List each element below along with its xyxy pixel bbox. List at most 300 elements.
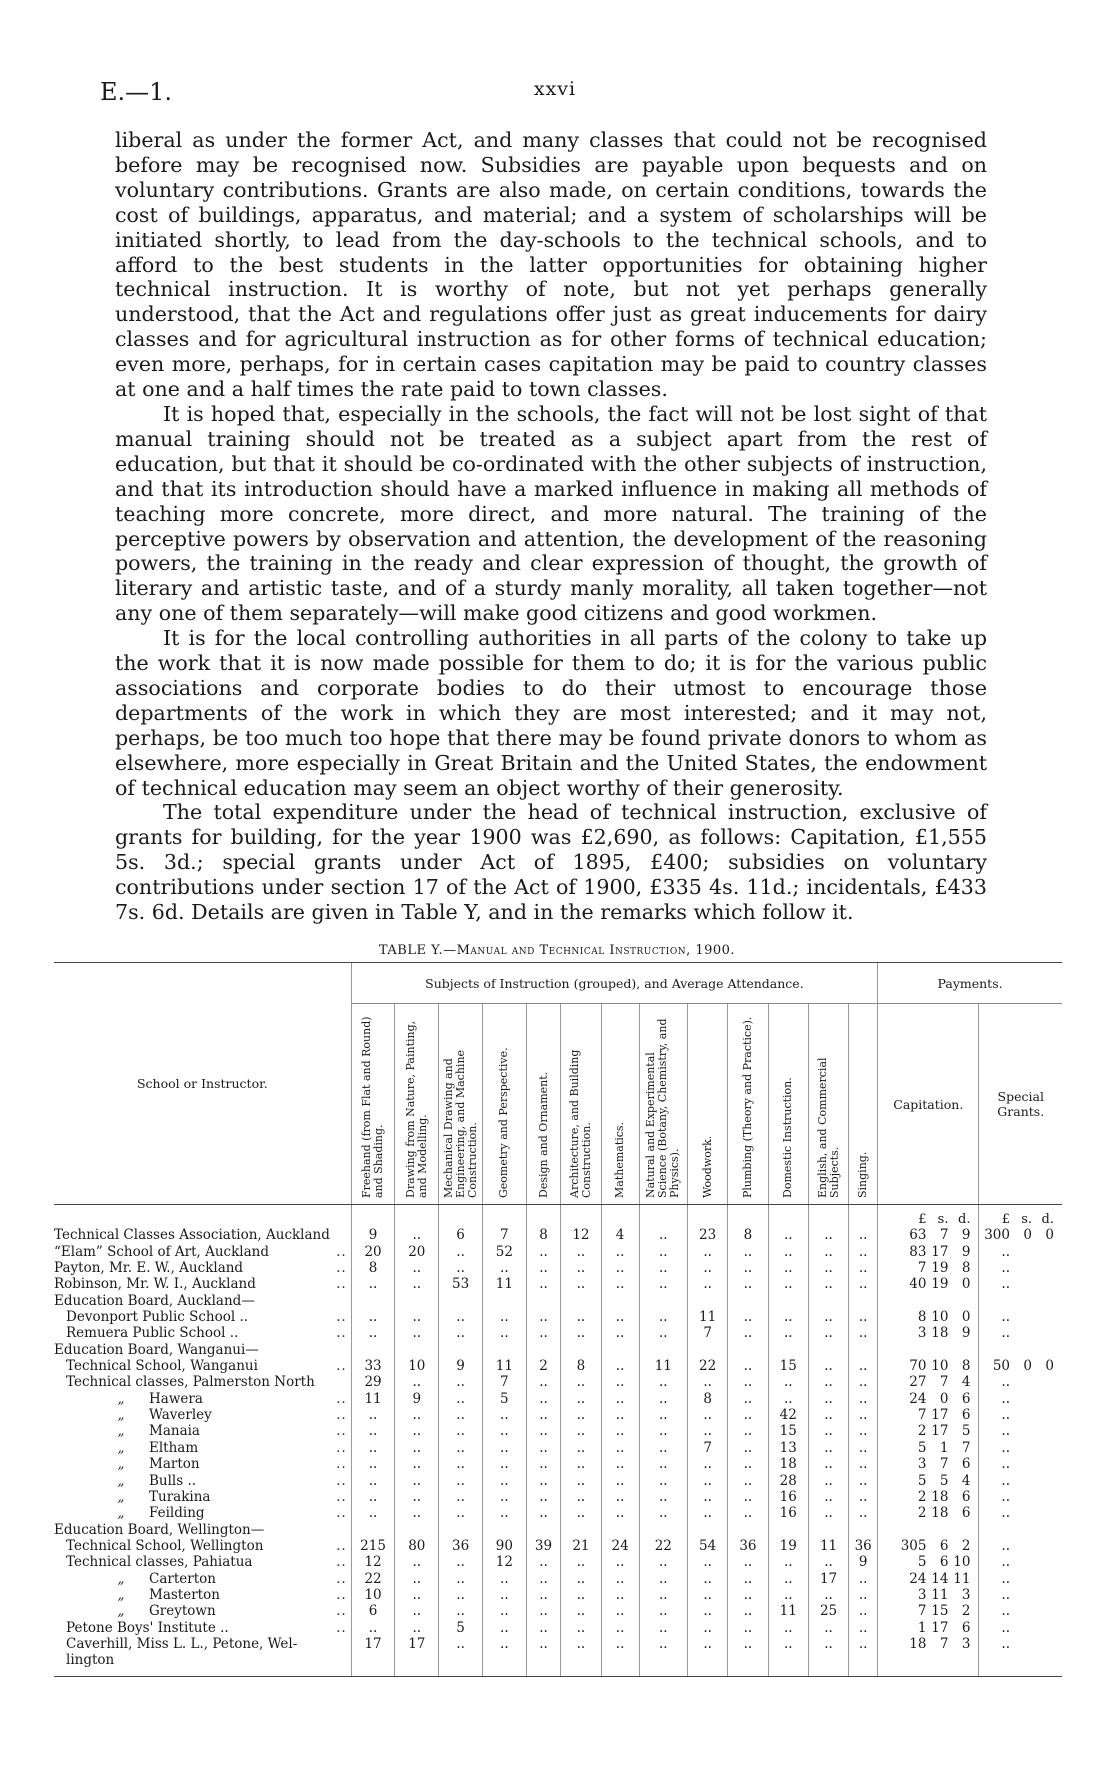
attendance-cell: [351, 1521, 395, 1537]
payments-header: Payments.: [878, 963, 1062, 1004]
money-part: 9: [961, 1243, 971, 1260]
attendance-cell: [561, 1521, 601, 1537]
attendance-cell: 20: [351, 1243, 395, 1259]
unit-shilling: s.: [937, 1212, 949, 1227]
capitation-cell: [878, 1439, 979, 1455]
row-name-text: Marton: [149, 1456, 200, 1473]
attendance-cell: ..: [439, 1260, 483, 1276]
attendance-cell: 90: [482, 1538, 526, 1554]
leader-dots: ..: [336, 1537, 347, 1554]
attendance-cell: ..: [639, 1227, 687, 1243]
money-part: 5: [917, 1472, 927, 1489]
money-part: 27: [909, 1374, 927, 1391]
row-name-text: Caverhill, Miss L. L., Petone, Wel-: [66, 1635, 298, 1652]
attendance-cell: 4: [601, 1227, 639, 1243]
attendance-cell: ..: [687, 1407, 727, 1423]
attendance-cell: ..: [561, 1619, 601, 1635]
attendance-cell: ..: [351, 1472, 395, 1488]
attendance-cell: ..: [561, 1554, 601, 1570]
row-name-text: Masterton: [149, 1586, 220, 1603]
row-name: [54, 1243, 351, 1259]
attendance-cell: ..: [687, 1276, 727, 1292]
money-part: 7: [917, 1603, 927, 1620]
attendance-cell: ..: [439, 1374, 483, 1390]
table-row: [54, 1374, 1062, 1390]
row-name-text: Eltham: [149, 1439, 199, 1456]
attendance-cell: 11: [687, 1309, 727, 1325]
attendance-cell: ..: [849, 1276, 878, 1292]
paragraph: liberal as under the former Act, and many classes that could not be recognised before may be recognised now. Subsidies are payable upon bequests and on voluntary contributions. Grants are also made, on certain conditions, towards the cost of buildings, apparatus, and material; and a system of scholarships will be initiated shortly, to lead from the day-schools to the technical schools, and to afford to the best students in the latter opportunities for obtaining higher technical instruction. It is worthy of note, but not yet perhaps generally understood, that the Act and regulations offer just as great inducements for dairy classes and for agricultural instruction as for other forms of technical education; even more, perhaps, for in certain cases capitation may be paid to country classes at one and a half times the rate paid to town classes.: [115, 128, 987, 402]
attendance-cell: 9: [351, 1227, 395, 1243]
row-name-text: Greytown: [149, 1603, 216, 1620]
attendance-cell: ..: [439, 1472, 483, 1488]
special-grant-cell: [979, 1456, 1062, 1472]
attendance-cell: ..: [395, 1439, 439, 1455]
subject-column-header: [728, 1004, 768, 1205]
attendance-cell: ..: [849, 1423, 878, 1439]
attendance-cell: 21: [561, 1538, 601, 1554]
attendance-cell: ..: [601, 1260, 639, 1276]
ditto-mark: „: [117, 1488, 125, 1505]
attendance-cell: ..: [601, 1505, 639, 1521]
attendance-cell: ..: [526, 1570, 561, 1586]
subject-label: Natural and Experimental Science (Botany, Chemistry, and Physics).: [644, 1018, 682, 1198]
attendance-cell: ..: [808, 1309, 848, 1325]
attendance-cell: ..: [526, 1603, 561, 1619]
attendance-cell: 17: [395, 1636, 439, 1652]
table-title: [0, 943, 1114, 958]
leader-dots: ..: [336, 1325, 347, 1342]
attendance-cell: ..: [526, 1439, 561, 1455]
row-name-text: lington: [66, 1652, 115, 1669]
attendance-cell: ..: [601, 1374, 639, 1390]
attendance-cell: ..: [728, 1472, 768, 1488]
attendance-cell: 18: [768, 1456, 808, 1472]
table-row: [54, 1489, 1062, 1505]
money-part: 7: [939, 1227, 949, 1244]
attendance-cell: ..: [561, 1472, 601, 1488]
money-part: 0: [961, 1309, 971, 1326]
attendance-cell: 20: [395, 1243, 439, 1259]
special-grant-cell: [979, 1554, 1062, 1570]
leader-dots: ..: [336, 1439, 347, 1456]
attendance-cell: ..: [849, 1603, 878, 1619]
attendance-cell: ..: [849, 1636, 878, 1652]
special-grant-cell: [979, 1570, 1062, 1586]
attendance-cell: [728, 1652, 768, 1668]
money-part: 8: [961, 1358, 971, 1375]
attendance-cell: ..: [526, 1554, 561, 1570]
attendance-cell: ..: [849, 1587, 878, 1603]
attendance-cell: ..: [561, 1260, 601, 1276]
attendance-cell: ..: [768, 1325, 808, 1341]
attendance-cell: ..: [601, 1619, 639, 1635]
attendance-cell: ..: [439, 1407, 483, 1423]
row-name-text: “Elam” School of Art, Auckland: [54, 1243, 269, 1260]
attendance-cell: 11: [639, 1358, 687, 1374]
row-name: [54, 1358, 351, 1374]
attendance-cell: [526, 1652, 561, 1668]
attendance-cell: ..: [351, 1407, 395, 1423]
attendance-cell: ..: [482, 1636, 526, 1652]
money-part: 7: [939, 1456, 949, 1473]
attendance-cell: [395, 1652, 439, 1668]
attendance-cell: ..: [561, 1456, 601, 1472]
row-name-text: Carterton: [149, 1570, 216, 1587]
attendance-cell: ..: [601, 1456, 639, 1472]
attendance-cell: 9: [439, 1358, 483, 1374]
attendance-cell: ..: [639, 1489, 687, 1505]
attendance-cell: 36: [728, 1538, 768, 1554]
attendance-cell: ..: [482, 1489, 526, 1505]
row-name-text: Manaia: [149, 1423, 200, 1440]
special-grant-cell: [979, 1489, 1062, 1505]
leader-dots: ..: [336, 1505, 347, 1522]
table-row: [54, 1341, 1062, 1357]
table-row: [54, 1538, 1062, 1554]
attendance-cell: ..: [728, 1603, 768, 1619]
attendance-cell: ..: [639, 1554, 687, 1570]
subject-column-header: [849, 1004, 878, 1205]
capitation-cell: [878, 1456, 979, 1472]
money-part: 10: [931, 1309, 949, 1326]
money-part: ..: [1001, 1488, 1010, 1505]
attendance-cell: ..: [601, 1570, 639, 1586]
leader-dots: ..: [336, 1276, 347, 1293]
capitation-units: [878, 1205, 979, 1228]
attendance-cell: ..: [639, 1439, 687, 1455]
row-name: [54, 1456, 351, 1472]
table-bottom-rule: [54, 1668, 1062, 1677]
row-name: [54, 1309, 351, 1325]
money-part: 1: [939, 1439, 949, 1456]
attendance-cell: [395, 1341, 439, 1357]
capitation-cell: [878, 1636, 979, 1652]
table-row: [54, 1423, 1062, 1439]
attendance-cell: ..: [561, 1309, 601, 1325]
attendance-cell: ..: [768, 1227, 808, 1243]
attendance-cell: 24: [601, 1538, 639, 1554]
money-part: 6: [961, 1407, 971, 1424]
money-part: 0: [1023, 1227, 1032, 1244]
row-name-text: Robinson, Mr. W. I., Auckland: [54, 1276, 256, 1293]
row-name: [54, 1341, 351, 1357]
attendance-cell: ..: [395, 1227, 439, 1243]
attendance-cell: ..: [395, 1456, 439, 1472]
capitation-cell: [878, 1374, 979, 1390]
attendance-cell: ..: [639, 1423, 687, 1439]
attendance-cell: [639, 1521, 687, 1537]
money-part: ..: [1001, 1537, 1010, 1554]
row-name-text: Waverley: [149, 1407, 212, 1424]
money-part: 9: [961, 1227, 971, 1244]
subject-column-header: [351, 1004, 395, 1205]
leader-dots: ..: [336, 1586, 347, 1603]
attendance-cell: 80: [395, 1538, 439, 1554]
attendance-cell: ..: [561, 1603, 601, 1619]
special-grant-cell: [979, 1276, 1062, 1292]
attendance-cell: ..: [526, 1619, 561, 1635]
attendance-cell: ..: [526, 1636, 561, 1652]
money-part: 0: [961, 1276, 971, 1293]
attendance-cell: ..: [687, 1587, 727, 1603]
table-row: [54, 1407, 1062, 1423]
money-part: 17: [931, 1423, 949, 1440]
attendance-cell: ..: [526, 1390, 561, 1406]
money-part: 17: [931, 1407, 949, 1424]
attendance-cell: ..: [601, 1390, 639, 1406]
money-part: 2: [961, 1603, 971, 1620]
attendance-cell: [601, 1652, 639, 1668]
money-part: 11: [931, 1586, 949, 1603]
capitation-cell: [878, 1325, 979, 1341]
attendance-cell: [439, 1292, 483, 1308]
units-row: [54, 1205, 1062, 1228]
attendance-cell: ..: [768, 1260, 808, 1276]
attendance-cell: ..: [728, 1489, 768, 1505]
attendance-cell: [601, 1292, 639, 1308]
subject-label: Design and Ornament.: [536, 1071, 550, 1198]
row-name: [54, 1489, 351, 1505]
attendance-cell: ..: [808, 1554, 848, 1570]
attendance-cell: ..: [808, 1358, 848, 1374]
attendance-cell: ..: [728, 1619, 768, 1635]
attendance-cell: ..: [808, 1636, 848, 1652]
money-part: 14: [931, 1570, 949, 1587]
attendance-cell: ..: [601, 1489, 639, 1505]
special-grant-cell: [979, 1538, 1062, 1554]
attendance-cell: ..: [482, 1456, 526, 1472]
subject-label: Domestic Instruction.: [781, 1077, 795, 1198]
subject-label: Architecture, and Building Construction.: [567, 1049, 593, 1198]
attendance-cell: ..: [687, 1554, 727, 1570]
attendance-cell: ..: [768, 1374, 808, 1390]
subject-column-header: [687, 1004, 727, 1205]
attendance-cell: ..: [561, 1325, 601, 1341]
row-name-text: Payton, Mr. E. W., Auckland: [54, 1260, 244, 1277]
attendance-cell: ..: [728, 1374, 768, 1390]
attendance-cell: ..: [351, 1505, 395, 1521]
attendance-cell: 8: [351, 1260, 395, 1276]
attendance-cell: ..: [601, 1587, 639, 1603]
attendance-cell: ..: [395, 1374, 439, 1390]
attendance-cell: [601, 1341, 639, 1357]
money-part: 6: [961, 1488, 971, 1505]
attendance-cell: 11: [482, 1276, 526, 1292]
special-grant-cell: [979, 1227, 1062, 1243]
subject-label: Drawing from Nature, Painting, and Modelling.: [403, 1020, 429, 1198]
attendance-cell: ..: [601, 1472, 639, 1488]
attendance-cell: ..: [728, 1325, 768, 1341]
row-name: [54, 1325, 351, 1341]
attendance-cell: ..: [728, 1554, 768, 1570]
attendance-cell: 39: [526, 1538, 561, 1554]
attendance-cell: ..: [639, 1472, 687, 1488]
money-part: ..: [1001, 1374, 1010, 1391]
attendance-cell: ..: [395, 1587, 439, 1603]
attendance-cell: 8: [728, 1227, 768, 1243]
row-name: [54, 1538, 351, 1554]
money-part: 24: [909, 1390, 927, 1407]
page-header: [100, 78, 1010, 108]
attendance-cell: ..: [808, 1227, 848, 1243]
ditto-mark: „: [117, 1603, 125, 1620]
attendance-cell: ..: [395, 1619, 439, 1635]
attendance-cell: 36: [849, 1538, 878, 1554]
attendance-cell: 22: [687, 1358, 727, 1374]
row-name: [54, 1587, 351, 1603]
attendance-cell: [728, 1341, 768, 1357]
special-grant-cell: [979, 1358, 1062, 1374]
attendance-cell: ..: [561, 1636, 601, 1652]
attendance-cell: [395, 1292, 439, 1308]
money-part: 305: [900, 1537, 927, 1554]
row-name-text: Education Board, Auckland—: [54, 1292, 255, 1309]
subject-column-header: [808, 1004, 848, 1205]
attendance-cell: ..: [639, 1505, 687, 1521]
money-part: 50: [992, 1358, 1010, 1375]
attendance-cell: ..: [639, 1603, 687, 1619]
attendance-cell: ..: [526, 1472, 561, 1488]
money-part: 0: [1045, 1227, 1054, 1244]
attendance-cell: ..: [526, 1489, 561, 1505]
attendance-cell: ..: [439, 1603, 483, 1619]
money-part: 18: [931, 1488, 949, 1505]
attendance-cell: [849, 1521, 878, 1537]
money-part: 63: [909, 1227, 927, 1244]
attendance-cell: 7: [482, 1374, 526, 1390]
attendance-cell: ..: [768, 1619, 808, 1635]
attendance-cell: 5: [439, 1619, 483, 1635]
attendance-cell: ..: [601, 1636, 639, 1652]
attendance-cell: [639, 1341, 687, 1357]
capitation-cell: [878, 1227, 979, 1243]
ditto-mark: „: [117, 1472, 125, 1489]
table-row: [54, 1619, 1062, 1635]
attendance-cell: 33: [351, 1358, 395, 1374]
attendance-cell: [728, 1292, 768, 1308]
attendance-cell: ..: [526, 1309, 561, 1325]
attendance-cell: 215: [351, 1538, 395, 1554]
attendance-cell: ..: [601, 1439, 639, 1455]
money-part: 6: [939, 1537, 949, 1554]
subject-label: English, and Commercial Subjects.: [815, 1057, 841, 1198]
attendance-cell: [768, 1341, 808, 1357]
attendance-cell: ..: [482, 1423, 526, 1439]
money-part: ..: [1001, 1505, 1010, 1522]
attendance-cell: ..: [482, 1325, 526, 1341]
attendance-cell: ..: [526, 1456, 561, 1472]
attendance-cell: ..: [526, 1587, 561, 1603]
attendance-cell: ..: [601, 1325, 639, 1341]
attendance-cell: 9: [395, 1390, 439, 1406]
special-units: [979, 1205, 1062, 1228]
attendance-cell: ..: [351, 1325, 395, 1341]
special-grant-cell: [979, 1309, 1062, 1325]
attendance-cell: ..: [439, 1456, 483, 1472]
attendance-cell: ..: [728, 1407, 768, 1423]
capitation-cell: [878, 1243, 979, 1259]
attendance-cell: ..: [639, 1325, 687, 1341]
attendance-cell: 12: [561, 1227, 601, 1243]
money-part: ..: [1001, 1472, 1010, 1489]
capitation-header: Capitation.: [878, 1004, 979, 1205]
body-text: [115, 128, 987, 925]
attendance-cell: ..: [561, 1587, 601, 1603]
money-part: 7: [939, 1374, 949, 1391]
attendance-cell: 6: [439, 1227, 483, 1243]
attendance-cell: [849, 1652, 878, 1668]
attendance-cell: ..: [395, 1423, 439, 1439]
attendance-cell: 6: [351, 1603, 395, 1619]
unit-pence: d.: [1041, 1212, 1054, 1227]
attendance-cell: 8: [561, 1358, 601, 1374]
money-part: 3: [917, 1325, 927, 1342]
special-grant-cell: [979, 1587, 1062, 1603]
attendance-cell: ..: [526, 1407, 561, 1423]
attendance-cell: 11: [768, 1603, 808, 1619]
table-title-main: Manual and Technical Instruction, 1900.: [456, 943, 736, 958]
attendance-cell: ..: [849, 1456, 878, 1472]
capitation-cell: [878, 1554, 979, 1570]
ditto-mark: „: [117, 1390, 125, 1407]
attendance-cell: ..: [687, 1570, 727, 1586]
attendance-cell: 13: [768, 1439, 808, 1455]
attendance-cell: [687, 1652, 727, 1668]
table-row: [54, 1505, 1062, 1521]
money-part: 7: [917, 1407, 927, 1424]
special-grant-cell: [979, 1652, 1062, 1668]
attendance-cell: ..: [439, 1423, 483, 1439]
attendance-cell: ..: [351, 1423, 395, 1439]
capitation-cell: [878, 1570, 979, 1586]
attendance-cell: ..: [526, 1276, 561, 1292]
money-part: ..: [1001, 1456, 1010, 1473]
attendance-cell: 17: [808, 1570, 848, 1586]
attendance-cell: ..: [728, 1570, 768, 1586]
attendance-cell: ..: [561, 1489, 601, 1505]
attendance-cell: ..: [561, 1390, 601, 1406]
attendance-cell: ..: [808, 1472, 848, 1488]
subject-label: Freehand (from Flat and Round) and Shading.: [360, 1016, 386, 1198]
attendance-cell: [526, 1521, 561, 1537]
attendance-cell: ..: [849, 1505, 878, 1521]
attendance-cell: ..: [768, 1636, 808, 1652]
special-grant-cell: [979, 1325, 1062, 1341]
row-name: [54, 1619, 351, 1635]
row-name-text: Education Board, Wellington—: [54, 1521, 265, 1538]
attendance-cell: ..: [395, 1276, 439, 1292]
attendance-cell: ..: [808, 1619, 848, 1635]
attendance-cell: ..: [439, 1325, 483, 1341]
attendance-cell: 16: [768, 1489, 808, 1505]
attendance-cell: 10: [395, 1358, 439, 1374]
capitation-cell: [878, 1358, 979, 1374]
money-part: 2: [917, 1505, 927, 1522]
attendance-cell: [768, 1521, 808, 1537]
attendance-cell: ..: [808, 1439, 848, 1455]
attendance-cell: ..: [849, 1309, 878, 1325]
table-row: [54, 1227, 1062, 1243]
attendance-cell: [728, 1521, 768, 1537]
money-part: 4: [961, 1472, 971, 1489]
special-grant-cell: [979, 1407, 1062, 1423]
attendance-cell: ..: [808, 1260, 848, 1276]
money-part: ..: [1001, 1309, 1010, 1326]
attendance-cell: [849, 1341, 878, 1357]
ditto-mark: „: [117, 1505, 125, 1522]
attendance-cell: ..: [395, 1489, 439, 1505]
